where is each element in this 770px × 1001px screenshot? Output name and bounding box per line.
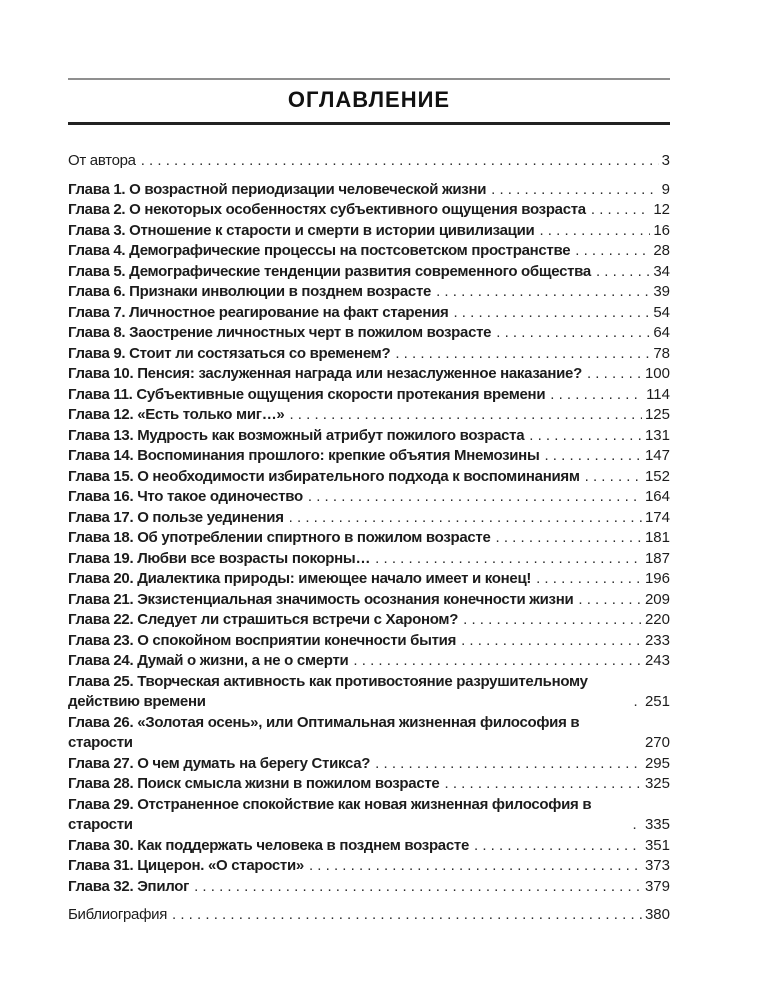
toc-entry-label: Глава 16. (68, 488, 138, 505)
toc-entry-label: Глава 7. (68, 303, 130, 321)
toc-entry (68, 467, 670, 488)
toc-entry-text (68, 303, 448, 324)
toc-entry-text (68, 508, 284, 529)
toc-entry-label: Глава 30. (68, 836, 138, 854)
toc-entry-title: Демографические процессы на постсоветском пространстве (129, 242, 571, 259)
toc-entry-page: 233 (644, 631, 670, 649)
toc-entry-page: 131 (644, 426, 670, 444)
toc-entry-title: Эпилог (137, 877, 190, 895)
toc-entry-label: Глава 27. (68, 754, 138, 772)
toc-entry-text (68, 405, 284, 426)
toc-entry-page: 379 (644, 877, 670, 895)
toc-entry (68, 221, 670, 242)
toc-entry-text (68, 364, 582, 385)
toc-entry-title: О чем думать на берегу Стикса? (137, 754, 371, 772)
toc-entry (68, 508, 670, 529)
toc-entry-text (68, 905, 167, 926)
toc-entry-text (68, 241, 570, 262)
toc-leader (375, 549, 642, 570)
toc-entry-title: Любви все возрасты покорны… (137, 549, 371, 567)
toc-entry-text (68, 446, 539, 467)
toc-entry (68, 262, 670, 283)
toc-entry-page: 209 (644, 590, 670, 608)
toc-entry-title: Воспоминания прошлого: крепкие объятия Мнемозины (137, 447, 540, 464)
toc-leader (591, 200, 650, 221)
toc-entry-label: Глава 20. (68, 570, 138, 587)
toc-entry-text (68, 344, 390, 365)
toc-leader (474, 836, 642, 857)
toc-entry-page: 114 (646, 385, 670, 403)
toc-entry (68, 569, 670, 590)
toc-entry-text (68, 180, 486, 201)
toc-entry (68, 856, 670, 877)
toc-leader (578, 590, 642, 611)
toc-entry-text (68, 467, 580, 488)
toc-entry-page: 251 (644, 693, 670, 710)
toc-leader (461, 631, 642, 652)
toc-entry (68, 549, 670, 570)
toc-entry-page: 270 (644, 734, 670, 751)
toc-entry-page: 64 (653, 324, 670, 341)
toc-entry (68, 405, 670, 426)
toc-entry-page: 243 (644, 652, 670, 669)
toc-entry (68, 631, 670, 652)
toc-entry-text (68, 426, 524, 447)
toc-entry-label: Глава 21. (68, 590, 138, 608)
toc-entry-label: Глава 11. (68, 385, 137, 403)
toc-leader (585, 467, 642, 488)
toc-entry (68, 905, 670, 926)
toc-entry-label: Глава 31. (68, 857, 138, 874)
toc-entry-label: Глава 10. (68, 365, 138, 382)
toc-entry-page: 3 (661, 152, 670, 169)
toc-entry (68, 590, 670, 611)
toc-entry-page: 174 (644, 508, 670, 526)
toc-entry-text (68, 221, 534, 242)
toc-entry-text (68, 856, 304, 877)
toc-entry-text (68, 672, 628, 713)
toc-entry-page: 54 (653, 303, 670, 321)
toc-entry (68, 487, 670, 508)
toc-entry-title: Следует ли страшиться встречи с Хароном? (137, 611, 459, 628)
toc-entry-page: 125 (644, 406, 670, 423)
toc-entry-label: Глава 23. (68, 631, 138, 649)
toc-header (68, 78, 670, 125)
toc-leader (587, 364, 642, 385)
toc-entry (68, 446, 670, 467)
toc-entry-title: О необходимости избирательного подхода к воспоминаниям (137, 467, 580, 485)
toc-entry-text (68, 282, 431, 303)
toc-entry-label: Глава 24. (68, 652, 138, 669)
toc-leader (536, 569, 642, 590)
toc-entry-page: 16 (653, 221, 670, 239)
toc-entry-page: 196 (644, 570, 670, 587)
toc-list (68, 151, 670, 926)
toc-entry-page: 28 (653, 242, 670, 259)
toc-entry-title: От автора (68, 152, 136, 169)
toc-entry (68, 836, 670, 857)
toc-entry-title: Библиография (68, 906, 168, 923)
toc-entry (68, 713, 670, 754)
toc-entry-page: 164 (644, 488, 670, 505)
toc-entry-label: Глава 25. (68, 672, 138, 690)
toc-entry-text (68, 590, 573, 611)
toc-entry-title: Демографические тенденции развития современного общества (129, 262, 591, 280)
toc-entry-title: О возрастной периодизации человеческой жизни (129, 180, 487, 198)
toc-entry (68, 610, 670, 631)
toc-leader (575, 241, 650, 262)
toc-entry-title: Об употреблении спиртного в пожилом возрасте (137, 529, 491, 546)
toc-entry (68, 877, 670, 898)
toc-entry (68, 364, 670, 385)
toc-entry-text (68, 631, 456, 652)
toc-entry-text (68, 610, 458, 631)
toc-leader (544, 446, 642, 467)
toc-entry-label: Глава 29. (68, 795, 138, 813)
toc-entry-label: Глава 4. (68, 242, 130, 259)
toc-leader (353, 651, 642, 672)
toc-entry-title: Думай о жизни, а не о смерти (137, 652, 349, 669)
toc-leader (539, 221, 650, 242)
toc-entry-label: Глава 8. (68, 324, 130, 341)
toc-entry-page: 152 (644, 467, 670, 485)
toc-entry-title: Как поддержать человека в позднем возрасте (137, 836, 469, 854)
toc-entry (68, 651, 670, 672)
toc-entry-text (68, 549, 370, 570)
toc-entry-title: О пользе уединения (137, 508, 284, 526)
toc-entry-label: Глава 5. (68, 262, 130, 280)
toc-entry-page: 325 (644, 775, 670, 792)
toc-entry-label: Глава 14. (68, 447, 138, 464)
toc-entry-page: 351 (644, 836, 670, 854)
toc-entry-label: Глава 22. (68, 611, 138, 628)
toc-entry (68, 426, 670, 447)
toc-entry-label: Глава 18. (68, 529, 138, 546)
toc-entry-title: О некоторых особенностях субъективного ощущения возраста (129, 201, 586, 218)
toc-entry-text (68, 151, 136, 172)
toc-leader (550, 385, 643, 406)
toc-entry-text (68, 487, 303, 508)
toc-entry (68, 180, 670, 201)
toc-entry-label: Глава 1. (68, 180, 130, 198)
toc-leader (633, 692, 641, 713)
toc-entry-page: 295 (644, 754, 670, 772)
toc-entry (68, 323, 670, 344)
toc-leader (436, 282, 650, 303)
toc-leader (308, 487, 642, 508)
toc-entry (68, 151, 670, 172)
toc-leader (444, 774, 641, 795)
toc-entry-page: 335 (644, 816, 670, 833)
toc-entry (68, 795, 670, 836)
toc-entry-text (68, 262, 591, 283)
toc-entry-title: Пенсия: заслуженная награда или незаслуженное наказание? (137, 365, 582, 382)
toc-entry (68, 200, 670, 221)
toc-entry-title: Личностное реагирование на факт старения (129, 303, 449, 321)
toc-leader (289, 405, 642, 426)
toc-entry-label: Глава 3. (68, 221, 130, 239)
toc-entry (68, 241, 670, 262)
toc-entry-label: Глава 12. (68, 406, 138, 423)
toc-entry-title: Диалектика природы: имеющее начало имеет и конец! (137, 570, 532, 587)
toc-entry-page: 373 (644, 857, 670, 874)
toc-entry-text (68, 323, 491, 344)
toc-entry-text (68, 528, 491, 549)
toc-entry-page: 100 (644, 365, 670, 382)
toc-entry-title: О спокойном восприятии конечности бытия (137, 631, 457, 649)
toc-entry-title: Признаки инволюции в позднем возрасте (129, 283, 432, 300)
toc-entry-page: 380 (644, 906, 670, 923)
toc-entry (68, 774, 670, 795)
toc-leader (194, 877, 642, 898)
toc-leader (453, 303, 650, 324)
toc-entry-text (68, 754, 370, 775)
toc-entry-title: Что такое одиночество (137, 488, 303, 505)
toc-entry-label: Глава 13. (68, 426, 138, 444)
toc-leader (491, 180, 659, 201)
toc-entry-text (68, 877, 189, 898)
toc-entry-text (68, 836, 469, 857)
toc-entry-label: Глава 15. (68, 467, 138, 485)
toc-leader (496, 528, 642, 549)
toc-entry-text (68, 651, 348, 672)
toc-entry-page: 9 (661, 180, 670, 198)
toc-entry-title: Мудрость как возможный атрибут пожилого возраста (137, 426, 525, 444)
toc-entry-label: Глава 19. (68, 549, 138, 567)
page-title: ОГЛАВЛЕНИЕ (287, 87, 451, 112)
toc-entry-title: Отстраненное спокойствие как новая жизненная философия в старости (68, 795, 592, 833)
toc-leader (375, 754, 642, 775)
toc-entry-label: Глава 2. (68, 201, 130, 218)
toc-entry-title: Стоит ли состязаться со временем? (129, 344, 391, 362)
toc-leader (529, 426, 642, 447)
toc-entry-text (68, 569, 531, 590)
toc-entry (68, 303, 670, 324)
toc-entry-label: Глава 17. (68, 508, 138, 526)
toc-entry (68, 282, 670, 303)
toc-entry-page: 147 (644, 447, 670, 464)
toc-leader (596, 262, 650, 283)
toc-entry (68, 385, 670, 406)
toc-entry-label: Глава 9. (68, 344, 130, 362)
toc-leader (496, 323, 650, 344)
toc-leader (633, 815, 642, 836)
toc-leader (463, 610, 642, 631)
toc-entry-title: «Есть только миг…» (137, 406, 285, 423)
toc-entry-label: Глава 28. (68, 775, 138, 792)
toc-entry-text (68, 385, 545, 406)
toc-leader (289, 508, 642, 529)
toc-leader (395, 344, 650, 365)
toc-entry-text (68, 774, 439, 795)
toc-entry-label: Глава 32. (68, 877, 138, 895)
toc-entry (68, 528, 670, 549)
toc-leader (172, 905, 642, 926)
toc-entry-title: Заострение личностных черт в пожилом возрасте (129, 324, 492, 341)
toc-entry-title: «Золотая осень», или Оптимальная жизненная философия в старости (68, 713, 580, 751)
toc-entry-title: Творческая активность как противостояние разрушительному действию времени (68, 672, 588, 710)
toc-leader (141, 151, 659, 172)
toc-entry-text (68, 200, 586, 221)
toc-entry-title: Поиск смысла жизни в пожилом возрасте (137, 775, 440, 792)
toc-entry-title: Экзистенциальная значимость осознания конечности жизни (137, 590, 574, 608)
toc-entry-page: 34 (653, 262, 670, 280)
toc-entry-page: 78 (653, 344, 670, 362)
toc-entry-page: 12 (653, 201, 670, 218)
toc-entry-page: 220 (644, 611, 670, 628)
toc-entry-page: 187 (644, 549, 670, 567)
toc-entry-title: Субъективные ощущения скорости протекания времени (136, 385, 546, 403)
toc-entry-label: Глава 6. (68, 283, 130, 300)
toc-entry-text (68, 795, 628, 836)
toc-entry-page: 181 (644, 529, 670, 546)
toc-leader (309, 856, 642, 877)
toc-entry (68, 672, 670, 713)
toc-entry-title: Цицерон. «О старости» (137, 857, 304, 874)
toc-entry-label: Глава 26. (68, 713, 138, 731)
toc-entry-text (68, 713, 627, 754)
toc-entry (68, 344, 670, 365)
toc-entry (68, 754, 670, 775)
toc-entry-page: 39 (653, 283, 670, 300)
toc-entry-title: Отношение к старости и смерти в истории цивилизации (129, 221, 535, 239)
